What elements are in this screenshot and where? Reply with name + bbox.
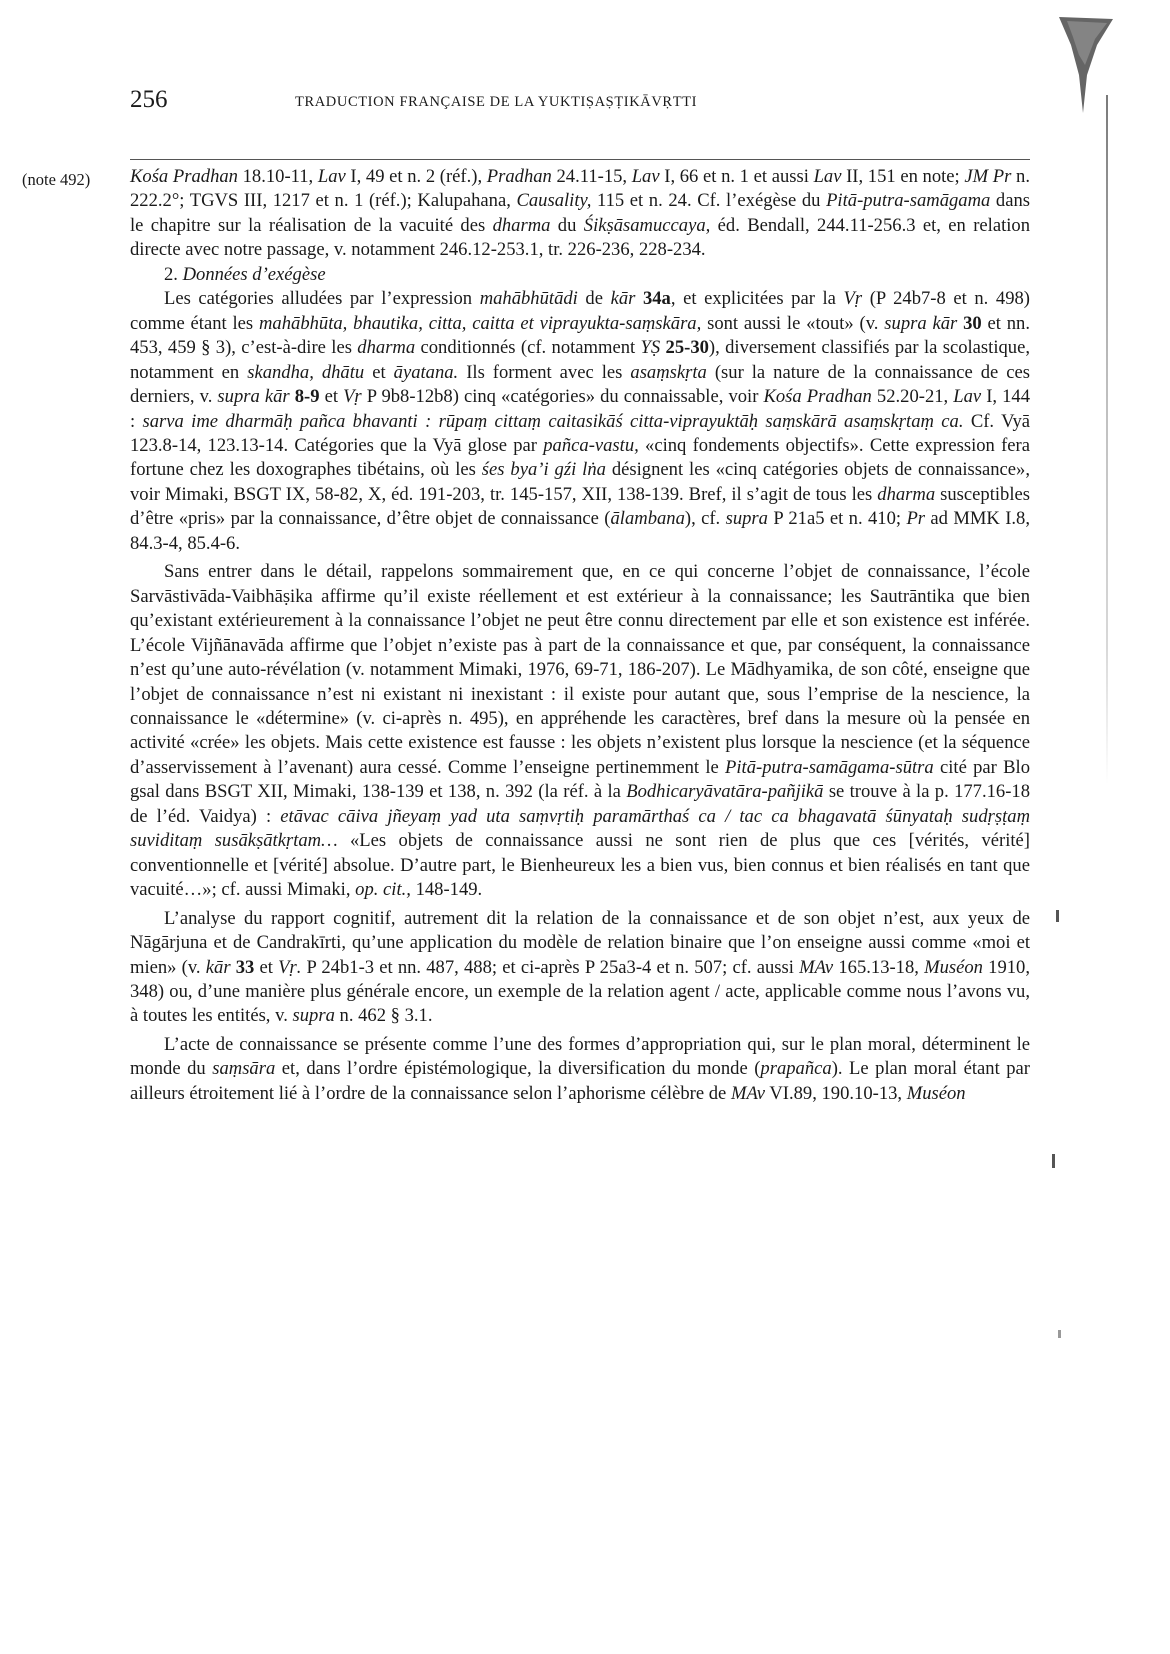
- scan-speck: [1058, 1330, 1061, 1338]
- scan-edge-line: [1106, 95, 1108, 785]
- section-heading: 2. Données d’exégèse: [164, 263, 326, 285]
- paragraph-schools: Sans entrer dans le détail, rappelons sommairement que, en ce qui concerne l’objet de connaissance, l’école Sarvāstivāda-Vaibhāṣika affirme qu’il existe réellement et est extérieur à la connaissance; les Sautrāntika que bien qu’existant extérieurement à la connaissance l’objet ne peut être connu directement par elle et son existence est inférée. L’école Vijñānavāda affirme que l’objet n’existe pas à part de la connaissance et que, par conséquent, la connaissance n’est qu’une auto-révélation (v. notamment Mimaki, 1976, 69-71, 186-207). Le Mādhyamika, de son côté, enseigne que l’objet de connaissance n’est ni existant ni inexistant : il existe pour autant que, sous l’emprise de la nescience, la connaissance le «détermine» (v. ci-après n. 495), en appréhende les caractères, bref dans la mesure où la pensée en activité «crée» les objets. Mais cette existence est fausse : les objets n’existent plus lorsque la nescience (et la séquence d’asservissement à l’avenant) aura cessé. Comme l’enseigne pertinemment le Pitā-putra-samāgama-sūtra cité par Blo gsal dans BSGT XII, Mimaki, 138-139 et 138, n. 392 (la réf. à la Bodhicaryāvatāra-pañjikā se trouve à la p. 177.16-18 de l’éd. Vaidya) : etāvac cāiva jñeyaṃ yad uta saṃvṛtiḥ paramārthaś ca / tac ca bhagavatā śūnyataḥ sudṛṣṭaṃ suviditaṃ susākṣātkṛtam… «Les objets de connaissance aussi ne sont rien de plus que ces [vérités, vérité] conventionnelle et [vérité] absolue. D’autre part, le Bienheureux les a bien vus, bien connus et bien réalisés en tant que vacuité…»; cf. aussi Mimaki, op. cit., 148-149.: [130, 561, 1031, 901]
- note-label: (note 492): [22, 170, 91, 189]
- header-rule: [130, 159, 1030, 160]
- body-text: [130, 165, 1030, 1106]
- scan-speck: [1052, 1154, 1055, 1168]
- page-number: 256: [130, 86, 168, 113]
- paragraph-references: Kośa Pradhan 18.10-11, Lav I, 49 et n. 2 (réf.), Pradhan 24.11-15, Lav I, 66 et n. 1 et aussi Lav II, 151 en note; JM Pr n. 222.2°; TGVS III, 1217 et n. 1 (réf.); Kalupahana, Causality, 115 et n. 24. Cf. l’exégèse du Pitā-putra-samāgama dans le chapitre sur la réalisation de la vacuité des dharma du Śikṣāsamuccaya, éd. Bendall, 244.11-256.3 et, en relation directe avec notre passage, v. notamment 246.12-253.1, tr. 226-236, 228-234.: [130, 166, 1031, 261]
- page-header: [130, 86, 1030, 122]
- paragraph-act-of-knowledge: L’acte de connaissance se présente comme l’une des formes d’appropriation qui, sur le plan moral, déterminent le monde du saṃsāra et, dans l’ordre épistémologique, la diversification du monde (prapañca). Le plan moral étant par ailleurs étroitement lié à l’ordre de la connaissance selon l’aphorisme célèbre de MAv VI.89, 190.10-13, Muséon: [130, 1033, 1030, 1104]
- scan-speck: [1056, 910, 1059, 922]
- paragraph-categories: Les catégories alludées par l’expression mahābhūtādi de kār 34a, et explicitées par la Vṛ (P 24b7-8 et n. 498) comme étant les mahābhūta, bhautika, citta, caitta et viprayukta-saṃskāra, sont aussi le «tout» (v. supra kār 30 et nn. 453, 459 § 3), c’est-à-dire les dharma conditionnés (cf. notamment YṢ 25-30), diversement classifiés par la scolastique, notamment en skandha, dhātu et āyatana. Ils forment avec les asaṃskṛta (sur la nature de la connaissance de ces derniers, v. supra kār 8-9 et Vṛ P 9b8-12b8) cinq «catégories» du connaissable, voir Kośa Pradhan 52.20-21, Lav I, 144 : sarva ime dharmāḥ pañca bhavanti : rūpaṃ cittaṃ caitasikāś citta-viprayuktāḥ saṃskārā asaṃskṛtaṃ ca. Cf. Vyā 123.8-14, 123.13-14. Catégories que la Vyā glose par pañca-vastu, «cinq fondements objectifs». Cette expression fera fortune chez les doxographes tibétains, où les śes bya’i gźi lṅa désignent les «cinq catégories objets de connaissance», voir Mimaki, BSGT IX, 58-82, X, éd. 191-203, tr. 145-157, XII, 138-139. Bref, il s’agit de tous les dharma susceptibles d’être «pris» par la connaissance, d’être objet de connaissance (ālambana), cf. supra P 21a5 et n. 410; Pr ad MMK I.8, 84.3-4, 85.4-6.: [130, 288, 1031, 554]
- running-title: TRADUCTION FRANÇAISE DE LA YUKTIṢAṢṬIKĀVṚTTI: [295, 94, 698, 110]
- paragraph-cognitive-relation: L’analyse du rapport cognitif, autrement dit la relation de la connaissance et de son objet n’est, aux yeux de Nāgārjuna et de Candrakīrti, qu’une application du modèle de relation binaire que l’on enseigne aussi comme «moi et mien» (v. kār 33 et Vṛ. P 24b1-3 et nn. 487, 488; et ci-après P 25a3-4 et n. 507; cf. aussi MAv 165.13-18, Muséon 1910, 348) ou, d’une manière plus générale encore, un exemple de la relation agent / acte, applicable comme nous l’avons vu, à toutes les entités, v. supra n. 462 § 3.1.: [130, 907, 1031, 1027]
